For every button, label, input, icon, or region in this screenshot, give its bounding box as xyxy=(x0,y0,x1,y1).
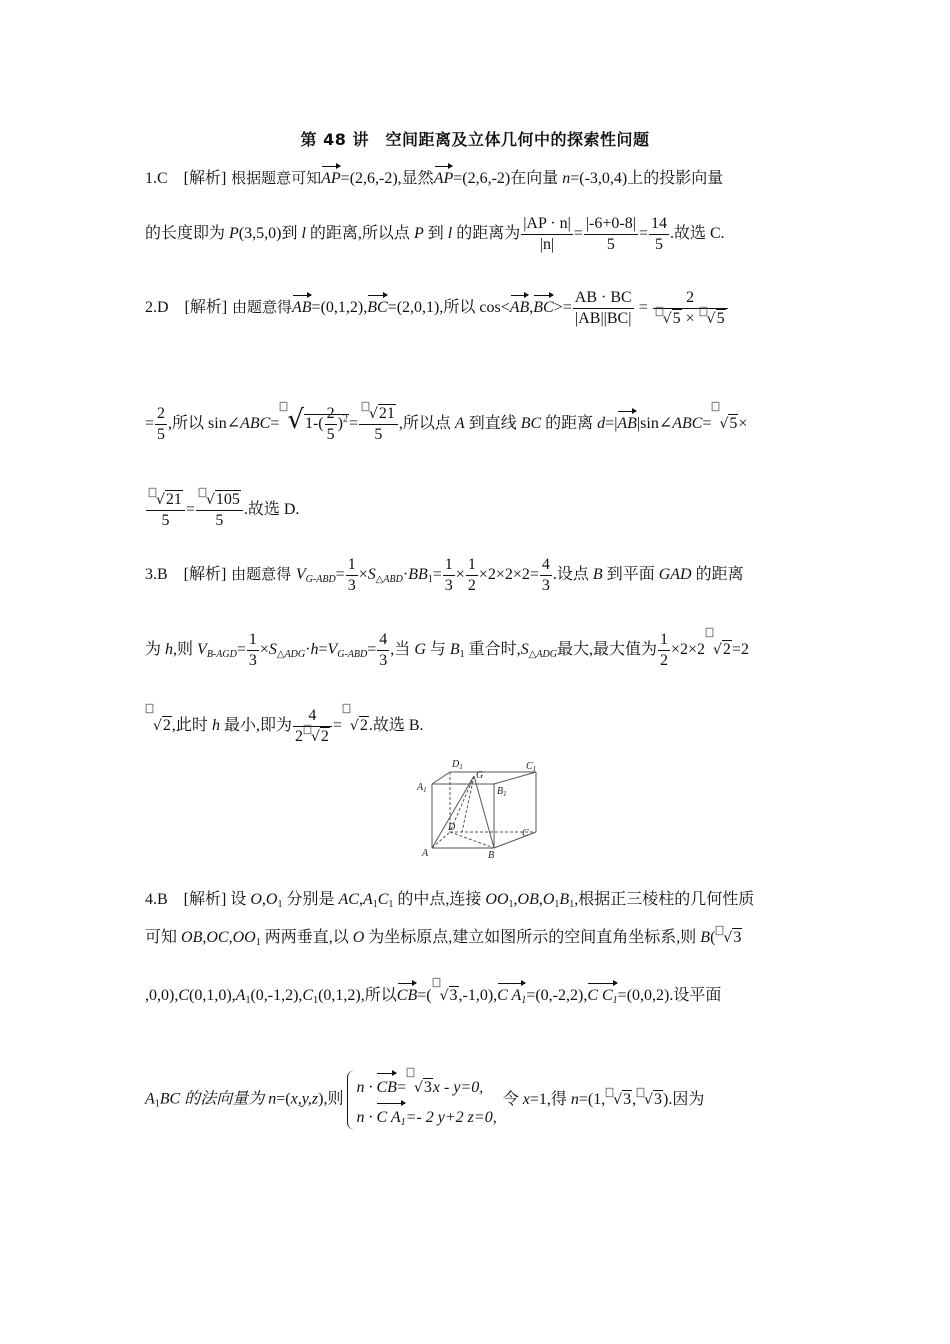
svg-text:G: G xyxy=(476,770,484,781)
q1-fraction-2: $\frac{|-6+0-8|}{5}$ xyxy=(585,215,636,253)
sqrt-expression: √1-( $\frac{2}{5}$ )$^2$ xyxy=(287,405,348,443)
svg-text:B: B xyxy=(488,850,495,861)
svg-text:B1: $B_1$ xyxy=(497,786,507,798)
svg-text:C: C xyxy=(522,828,529,839)
q3-line-1: 3.B [解析] 由题意得 $V_{G-ABD}=$ $\frac{1}{3}$ $\times S_{\triangle ABD}\cdot BB_1=$ $\frac{1}{3}$ × $\frac{1}{2}$ ×2×2×2= $\frac{4}{3}$ .设点 B 到平面 GAD 的距离 xyxy=(145,556,744,594)
q4-line-4: $A_1BC$ 的法向量为 n=(x,y,z),则 n · CB= √3x - y=0, n · C $A_1=-$ 2 y+2 z=0, 令 x=1,得 n=(1, √3, √3).因为 xyxy=(145,1070,805,1130)
q2-head: 2.D [解析] xyxy=(145,299,228,317)
svg-text:D1: $D_1$ xyxy=(452,759,463,771)
q2-cos-value: $\frac{2}{√5 \times √5}$ xyxy=(653,288,728,329)
page-title: 第 48 讲 空间距离及立体几何中的探索性问题 xyxy=(300,130,650,149)
edge-ga xyxy=(432,776,474,848)
vector-cc1: C $C_1$ xyxy=(587,980,617,1006)
edge-a1d1 xyxy=(432,772,450,784)
edge-gb xyxy=(474,776,494,848)
edge-bc xyxy=(494,832,536,848)
q4-line-3: $,0,0),C(0,1,0),A_1(0,-1,2),C_1(0,1,2)$,所以CB=( √3,-1,0),C $A_1=(0,-2,2),C$ $C_1=(0,0,2)$.设平面 xyxy=(145,980,805,1006)
vector-ab: AB xyxy=(292,292,312,318)
svg-text:A1: $A_1$ xyxy=(417,782,427,794)
svg-text:D: D xyxy=(448,822,456,833)
q3-line-2: 为 h,则 $V_{B-AGD}=$ $\frac{1}{3}$ $\times S_{\triangle ADG}\cdot h=V_{G-ABD}=$ $\frac{4}{3}$ ,当 G 与 $B_1$ 重合时$,S_{\triangle ADG}$最大,最大值为 $\frac{1}{2}$ ×2×2 √2=2 xyxy=(145,630,805,671)
edge-db xyxy=(450,832,494,848)
q2-line-1: 2.D [解析] 由题意得AB=(0,1,2),BC=(2,0,1),所以 cos<AB,BC>= $\frac{AB \cdot BC}{|AB||BC|}$ = $\frac{2}{√5 \times √5}$ xyxy=(145,288,805,329)
q2-line-2: = $\frac{2}{5}$ ,所以 sin∠ABC= √1-( $\frac{2}{5}$ )$^2$= $\frac{√21}{5}$ ,所以点 A 到直线 BC 的距离 d=|AB|sin∠ABC= √5× xyxy=(145,404,805,445)
equation-system: n · CB= √3x - y=0, n · C $A_1=-$ 2 y+2 z=0, xyxy=(347,1070,496,1130)
q4-line-2: 可知 $OB,OC,OO_1$ 两两垂直,以 O 为坐标原点,建立如图所示的空间直角坐标系,则 B( √3 xyxy=(145,928,805,948)
vector-bc: BC xyxy=(367,292,387,318)
vector-ap: AP xyxy=(434,163,454,189)
edge-b1c1 xyxy=(494,772,536,784)
q1-head: 1.C [解析] xyxy=(145,170,227,187)
q1-line-1: 1.C [解析] 根据题意可知AP=(2,6,-2),显然AP=(2,6,-2)在向量 n=(-3,0,4)上的投影向量 xyxy=(145,163,805,189)
q2-line-3: $\frac{√21}{5}$ = $\frac{√105}{5}$ .故选 D. xyxy=(145,490,805,531)
q3-line-3: √2,此时 h 最小,即为 $\frac{4}{2 √2}$ = √2.故选 B. xyxy=(145,706,805,747)
q4-head: 4.B [解析] xyxy=(145,891,227,908)
svg-text:C1: $C_1$ xyxy=(526,761,537,773)
vector-ap: AP xyxy=(321,163,341,189)
q1-fraction-3: $\frac{14}{5}$ xyxy=(650,215,667,253)
q2-cos-fraction: $\frac{AB \cdot BC}{|AB||BC|}$ xyxy=(574,289,632,327)
q4-line-1: 4.B [解析] 设 $O,O_1$ 分别是 $AC,A_1C_1$ 的中点,连接 $OO_1,OB,O_1B_1$,根据正三棱柱的几何性质 xyxy=(145,891,755,910)
vector-ca1: C $A_1$ xyxy=(497,980,526,1006)
edge-ad xyxy=(432,832,450,848)
vector-cb: CB xyxy=(397,980,417,1006)
q1-fraction-1: $\frac{|AP \cdot n|}{|n|}$ xyxy=(523,215,571,253)
cube-figure xyxy=(412,752,538,864)
q3-head: 3.B [解析] xyxy=(145,566,227,584)
q1-line-2: 的长度即为 P(3,5,0)到 l 的距离,所以点 P 到 l 的距离为 $\frac{|AP \cdot n|}{|n|}$ = $\frac{|-6+0-8|}{5}$ = $\frac{14}{5}$ .故选 C. xyxy=(145,215,725,253)
svg-text:A: A xyxy=(422,848,429,859)
